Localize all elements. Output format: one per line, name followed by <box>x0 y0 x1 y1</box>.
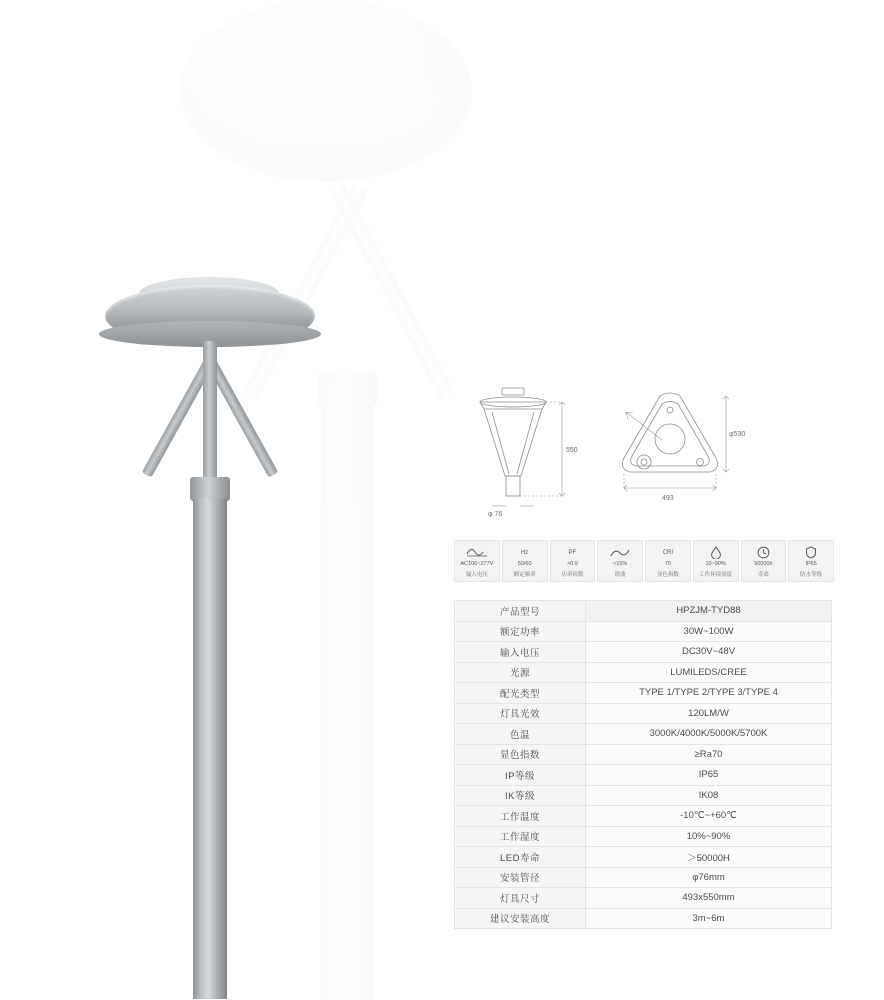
spec-key: 输入电压 <box>455 642 586 663</box>
table-row <box>455 867 832 888</box>
table-row <box>455 621 832 642</box>
table-row <box>455 744 832 765</box>
icon-top-text: 50/60 <box>517 561 532 567</box>
icon-cell-lifespan <box>741 540 787 582</box>
spec-value: 3m~6m <box>586 908 832 929</box>
spec-value: ≥Ra70 <box>586 744 832 765</box>
ghost-lamp-lens <box>236 49 438 147</box>
table-row <box>455 683 832 704</box>
top-view-drawing <box>600 384 750 514</box>
cri-icon: CRI <box>662 549 674 556</box>
table-row <box>455 847 832 868</box>
icon-cell-input-voltage <box>454 540 500 582</box>
icon-top-text: >0.9 <box>566 561 578 567</box>
icon-label: 输入电压 <box>465 572 488 579</box>
spec-key: 配光类型 <box>455 683 586 704</box>
input-voltage-icon <box>466 544 488 561</box>
spec-value: 10%~90% <box>586 826 832 847</box>
product-pole-light <box>95 285 325 1000</box>
table-row <box>455 826 832 847</box>
pole-collar <box>190 477 230 501</box>
icon-top-text: 10~90% <box>705 561 726 567</box>
spec-key: 灯具尺寸 <box>455 888 586 909</box>
icon-label: 寿命 <box>757 572 769 579</box>
spec-key: 产品型号 <box>455 601 586 622</box>
spec-value: IP65 <box>586 765 832 786</box>
icon-label: 显色指数 <box>656 572 679 579</box>
specification-table <box>454 600 832 929</box>
spec-value: ＞50000H <box>586 847 832 868</box>
front-height-label: 550 <box>566 447 578 454</box>
dimension-drawings <box>452 378 752 528</box>
ghost-pole <box>321 380 373 1000</box>
icon-top-text: AC100~277V <box>460 561 494 567</box>
spec-value: TYPE 1/TYPE 2/TYPE 3/TYPE 4 <box>586 683 832 704</box>
spec-key: 建议安装高度 <box>455 908 586 929</box>
spec-value: -10℃~+60℃ <box>586 806 832 827</box>
frequency-icon: Hz <box>520 549 529 556</box>
spec-column <box>452 0 884 1000</box>
spec-key: 额定功率 <box>455 621 586 642</box>
top-width-label: 493 <box>662 495 674 502</box>
spec-value: LUMILEDS/CREE <box>586 662 832 683</box>
lamp-center-stem <box>203 341 217 481</box>
table-row <box>455 724 832 745</box>
spec-key: 显色指数 <box>455 744 586 765</box>
spec-value: IK08 <box>586 785 832 806</box>
humidity-icon <box>710 544 722 561</box>
table-row <box>455 908 832 929</box>
icon-label: 防水等级 <box>800 572 823 579</box>
spec-value: φ76mm <box>586 867 832 888</box>
spec-value: 30W~100W <box>586 621 832 642</box>
spec-key: 色温 <box>455 724 586 745</box>
spec-value: 120LM/W <box>586 703 832 724</box>
front-elevation-drawing <box>462 378 592 518</box>
icon-cell-humidity <box>693 540 739 582</box>
thd-icon <box>610 544 630 561</box>
spec-key: 工作温度 <box>455 806 586 827</box>
table-row <box>455 642 832 663</box>
spec-value: 3000K/4000K/5000K/5700K <box>586 724 832 745</box>
icon-cell-thd <box>597 540 643 582</box>
lifespan-icon <box>757 544 770 561</box>
table-row <box>455 703 832 724</box>
spec-key: 工作湿度 <box>455 826 586 847</box>
feature-icon-strip <box>454 540 834 582</box>
icon-top-text: IP65 <box>805 561 817 567</box>
icon-cell-cri <box>645 540 691 582</box>
icon-label: 额定频率 <box>513 572 536 579</box>
icon-cell-frequency <box>502 540 548 582</box>
table-row <box>455 601 832 622</box>
icon-top-text: 70 <box>664 561 671 567</box>
icon-cell-power-factor <box>550 540 596 582</box>
icon-cell-ip-rating <box>788 540 834 582</box>
spec-key: 光源 <box>455 662 586 683</box>
front-pole-diameter-label: φ 76 <box>488 511 503 518</box>
top-depth-label: φ530 <box>729 431 746 438</box>
power-factor-icon: PF <box>568 549 577 556</box>
spec-key: LED寿命 <box>455 847 586 868</box>
spec-value: DC30V~48V <box>586 642 832 663</box>
spec-key: IK等级 <box>455 785 586 806</box>
table-row <box>455 806 832 827</box>
icon-label: 谐波 <box>614 572 626 579</box>
table-row <box>455 765 832 786</box>
pole <box>193 499 227 999</box>
icon-label: 功率因数 <box>561 572 584 579</box>
table-row <box>455 888 832 909</box>
icon-label: 工作环境湿度 <box>699 572 733 579</box>
table-row <box>455 662 832 683</box>
spec-key: IP等级 <box>455 765 586 786</box>
spec-value: 493x550mm <box>586 888 832 909</box>
ghost-lamp-head <box>180 0 472 182</box>
ip-rating-icon <box>805 544 817 561</box>
icon-top-text: <15% <box>613 561 628 567</box>
spec-value: HPZJM-TYD88 <box>586 601 832 622</box>
spec-key: 安装管径 <box>455 867 586 888</box>
icon-top-text: 50000h <box>754 561 773 567</box>
table-row <box>455 785 832 806</box>
spec-key: 灯具光效 <box>455 703 586 724</box>
